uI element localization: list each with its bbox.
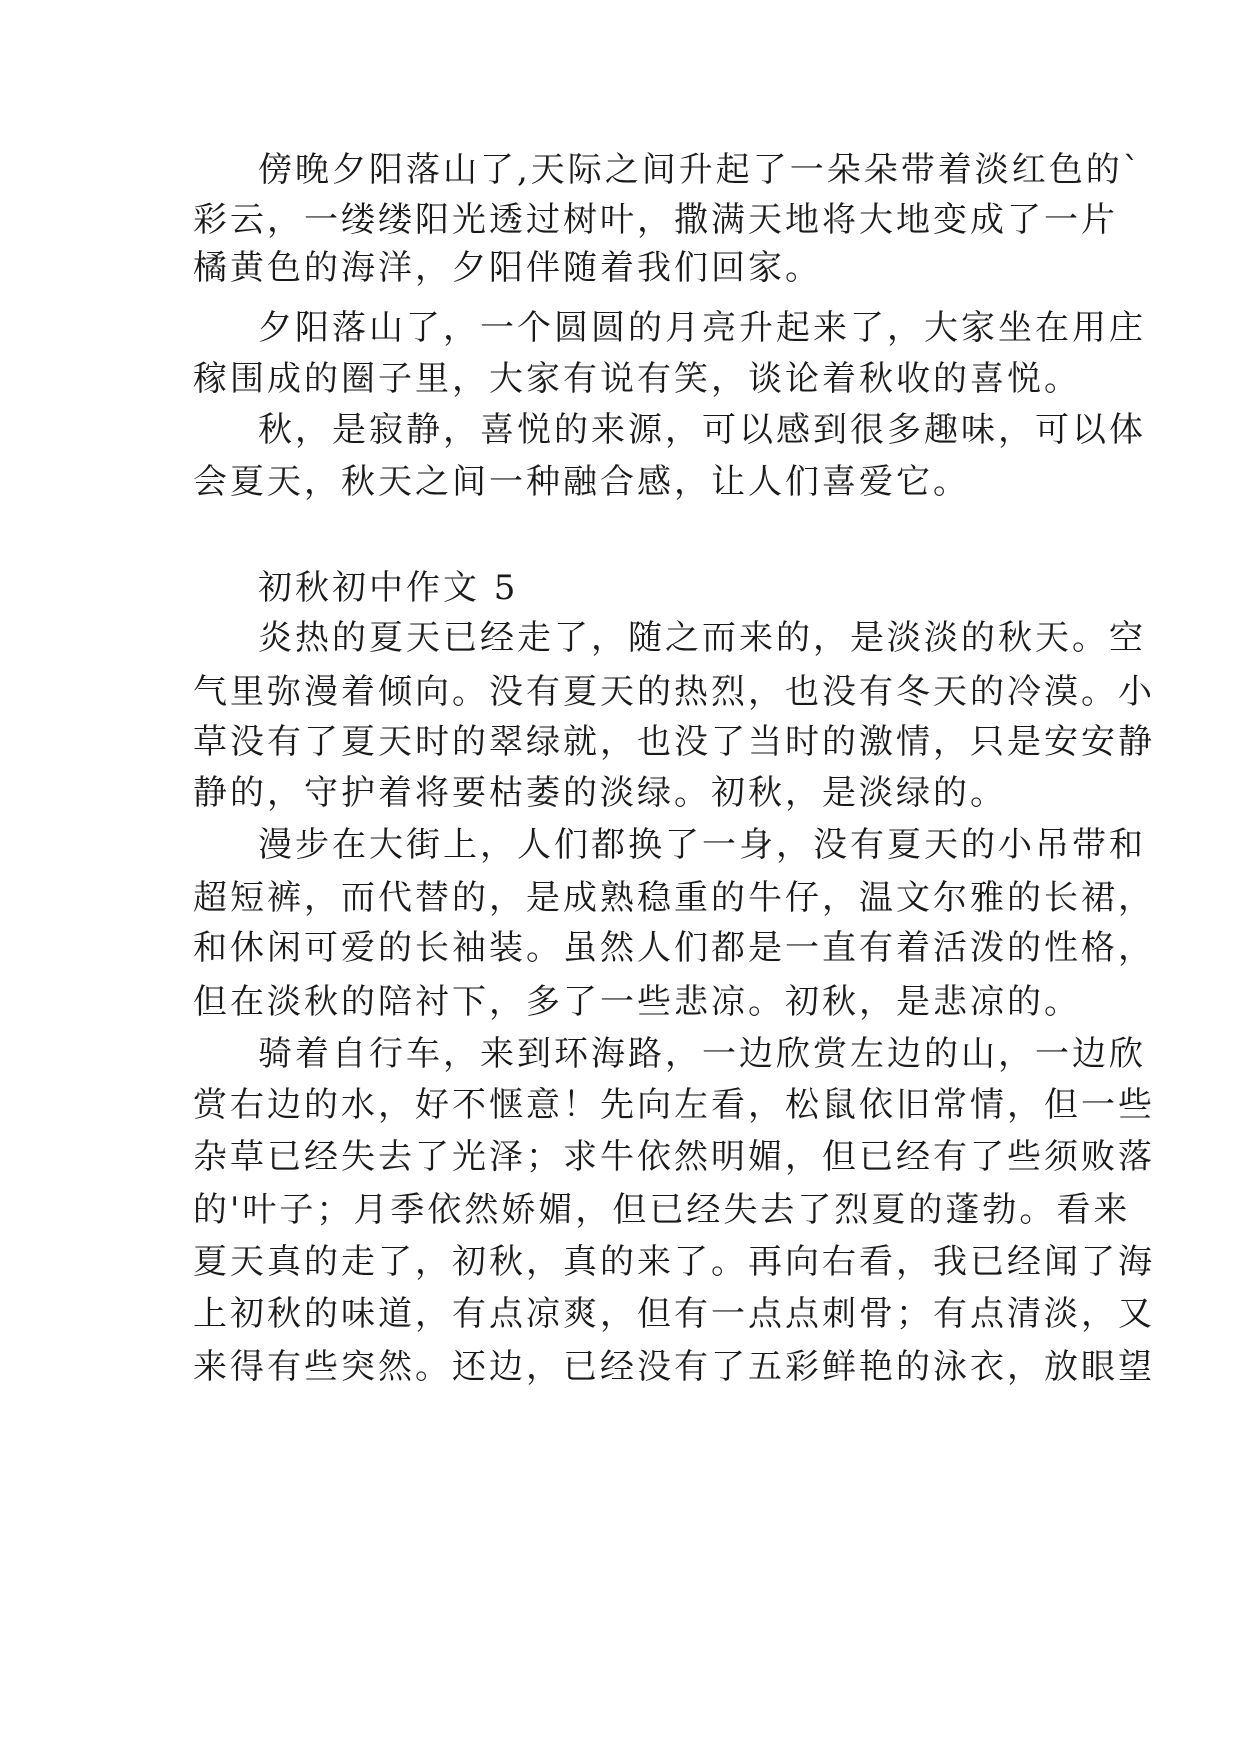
paragraph-6-line-3: 杂草已经失去了光泽；求牛依然明媚，但已经有了些须败落 (193, 1137, 1155, 1177)
paragraph-6-line-4: 的'叶子；月季依然娇媚，但已经失去了烈夏的蓬勃。看来 (193, 1190, 1131, 1230)
paragraph-6-line-6: 上初秋的味道，有点凉爽，但有一点点刺骨；有点清淡，又 (193, 1294, 1155, 1334)
paragraph-4-line-3: 草没有了夏天时的翠绿就，也没了当时的激情，只是安安静 (193, 722, 1155, 762)
paragraph-4-line-4: 静的，守护着将要枯萎的淡绿。初秋，是淡绿的。 (193, 773, 1007, 813)
paragraph-5-line-2: 超短裤，而代替的，是成熟稳重的牛仔，温文尔雅的长裙， (193, 878, 1155, 918)
paragraph-6-line-2: 赏右边的水，好不惬意！先向左看，松鼠依旧常情，但一些 (193, 1085, 1155, 1125)
paragraph-1-line-2: 彩云，一缕缕阳光透过树叶，撒满天地将大地变成了一片 (193, 200, 1118, 240)
paragraph-5-line-1: 漫步在大街上，人们都换了一身，没有夏天的小吊带和 (258, 825, 1146, 865)
paragraph-1-line-1: 傍晚夕阳落山了,天际之间升起了一朵朵带着淡红色的` (258, 150, 1143, 190)
paragraph-5-line-4: 但在淡秋的陪衬下，多了一些悲凉。初秋，是悲凉的。 (193, 982, 1081, 1022)
paragraph-5-line-3: 和休闲可爱的长袖装。虽然人们都是一直有着活泼的性格， (193, 928, 1155, 968)
paragraph-3-line-2: 会夏天，秋天之间一种融合感，让人们喜爱它。 (193, 462, 970, 502)
paragraph-2-line-1: 夕阳落山了，一个圆圆的月亮升起来了，大家坐在用庄 (258, 308, 1146, 348)
essay-heading: 初秋初中作文 5 (258, 568, 519, 608)
paragraph-6-line-1: 骑着自行车，来到环海路，一边欣赏左边的山，一边欣 (258, 1034, 1146, 1074)
paragraph-2-line-2: 稼围成的圈子里，大家有说有笑，谈论着秋收的喜悦。 (193, 359, 1081, 399)
paragraph-6-line-5: 夏天真的走了，初秋，真的来了。再向右看，我已经闻了海 (193, 1242, 1155, 1282)
paragraph-1-line-3: 橘黄色的海洋，夕阳伴随着我们回家。 (193, 248, 822, 288)
paragraph-4-line-2: 气里弥漫着倾向。没有夏天的热烈，也没有冬天的冷漠。小 (193, 672, 1155, 712)
paragraph-6-line-7: 来得有些突然。还边，已经没有了五彩鲜艳的泳衣，放眼望 (193, 1347, 1155, 1387)
paragraph-3-line-1: 秋，是寂静，喜悦的来源，可以感到很多趣味，可以体 (258, 410, 1146, 450)
paragraph-4-line-1: 炎热的夏天已经走了，随之而来的，是淡淡的秋天。空 (258, 618, 1146, 658)
